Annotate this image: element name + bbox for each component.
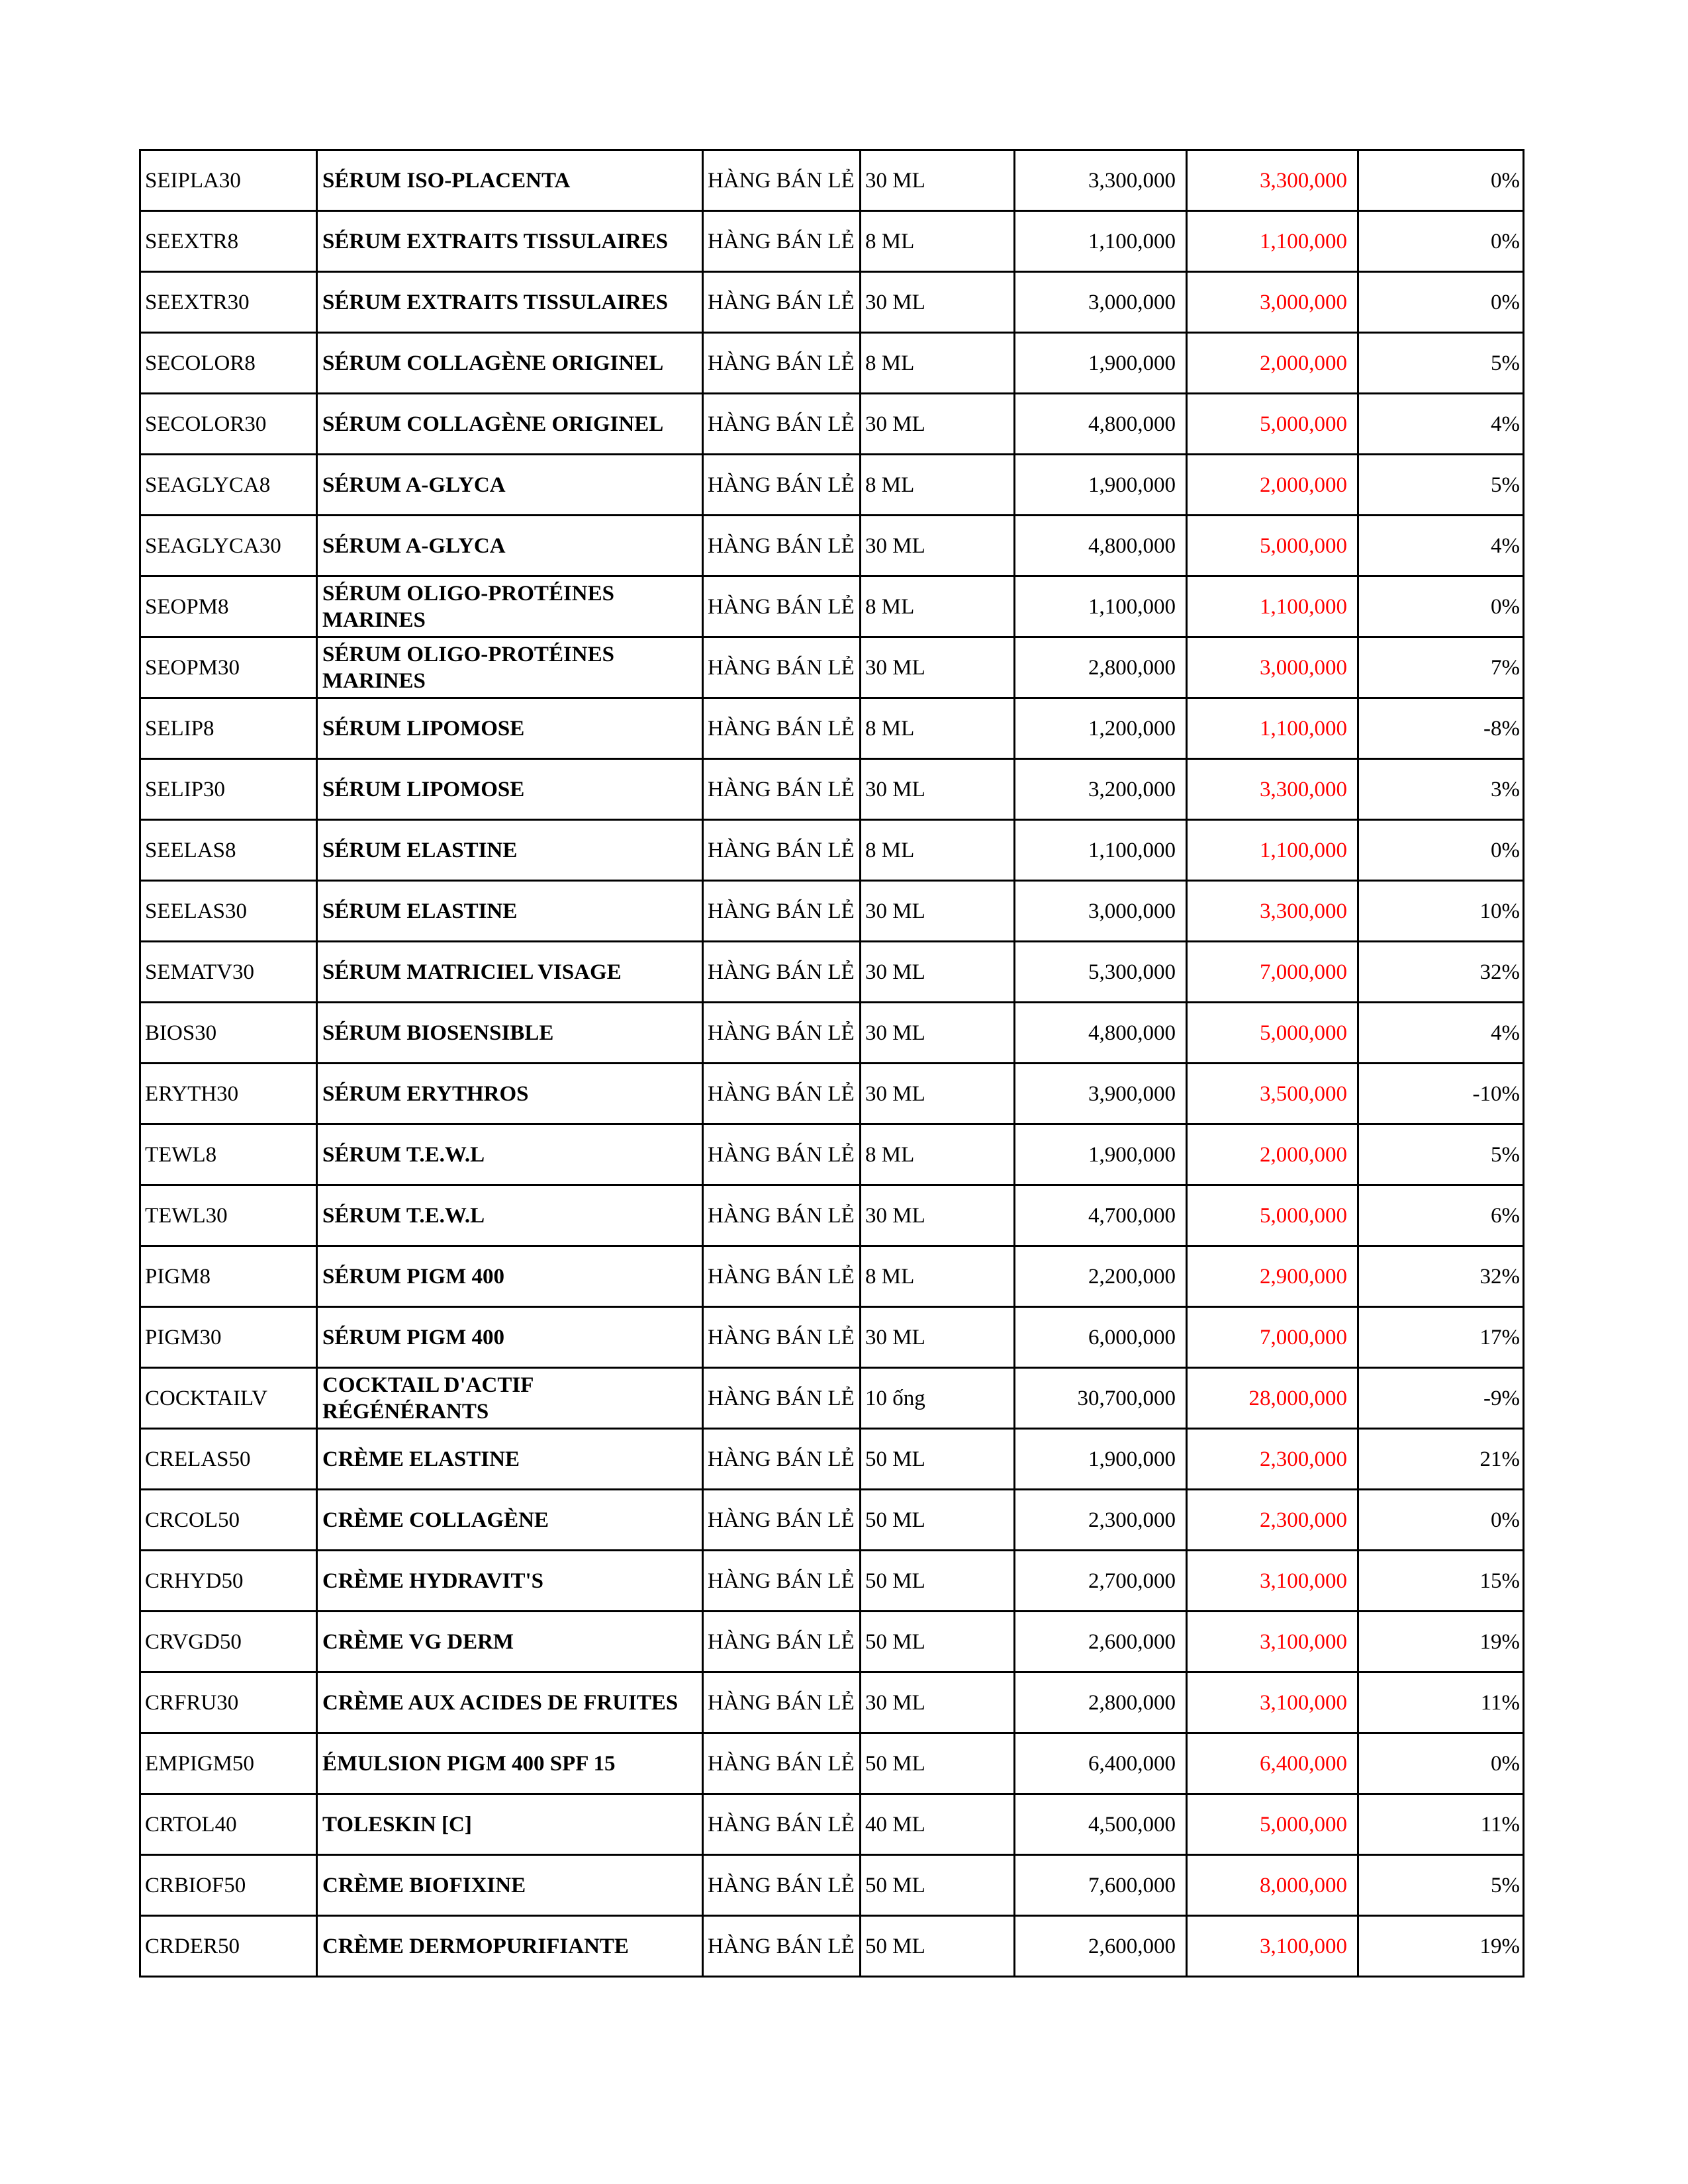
- product-name-cell: SÉRUM MATRICIEL VISAGE: [317, 942, 703, 1003]
- product-name-cell: SÉRUM ELASTINE: [317, 820, 703, 881]
- new-price-cell: 2,300,000: [1187, 1429, 1358, 1490]
- old-price-cell: 3,000,000: [1015, 272, 1187, 333]
- product-code-cell: SEEXTR30: [140, 272, 317, 333]
- old-price-cell: 1,200,000: [1015, 698, 1187, 759]
- old-price-cell: 4,700,000: [1015, 1185, 1187, 1246]
- sale-type-cell: HÀNG BÁN LẺ: [703, 1307, 861, 1368]
- new-price-cell: 3,100,000: [1187, 1916, 1358, 1977]
- new-price-cell: 6,400,000: [1187, 1733, 1358, 1794]
- sale-type-cell: HÀNG BÁN LẺ: [703, 1368, 861, 1429]
- price-change-cell: 0%: [1358, 150, 1524, 211]
- product-code-cell: SECOLOR8: [140, 333, 317, 394]
- price-change-cell: 5%: [1358, 1855, 1524, 1916]
- product-code-cell: SELIP30: [140, 759, 317, 820]
- product-code-cell: TEWL8: [140, 1124, 317, 1185]
- price-change-cell: 4%: [1358, 1003, 1524, 1064]
- table-row: [140, 333, 1524, 394]
- sale-type-cell: HÀNG BÁN LẺ: [703, 333, 861, 394]
- price-change-cell: 17%: [1358, 1307, 1524, 1368]
- product-code-cell: BIOS30: [140, 1003, 317, 1064]
- table-row: [140, 881, 1524, 942]
- product-name-cell: SÉRUM PIGM 400: [317, 1307, 703, 1368]
- table-row: [140, 1551, 1524, 1612]
- new-price-cell: 3,500,000: [1187, 1064, 1358, 1124]
- sale-type-cell: HÀNG BÁN LẺ: [703, 1490, 861, 1551]
- product-name-cell: TOLESKIN [C]: [317, 1794, 703, 1855]
- new-price-cell: 1,100,000: [1187, 211, 1358, 272]
- price-change-cell: 0%: [1358, 272, 1524, 333]
- size-cell: 8 ML: [861, 1124, 1015, 1185]
- table-row: [140, 1124, 1524, 1185]
- new-price-cell: 2,000,000: [1187, 1124, 1358, 1185]
- product-code-cell: SEOPM8: [140, 576, 317, 637]
- sale-type-cell: HÀNG BÁN LẺ: [703, 272, 861, 333]
- price-change-cell: 4%: [1358, 516, 1524, 576]
- table-row: [140, 1612, 1524, 1672]
- product-code-cell: SECOLOR30: [140, 394, 317, 455]
- table-row: [140, 211, 1524, 272]
- price-change-cell: 32%: [1358, 942, 1524, 1003]
- new-price-cell: 1,100,000: [1187, 576, 1358, 637]
- old-price-cell: 1,900,000: [1015, 1429, 1187, 1490]
- price-change-cell: -8%: [1358, 698, 1524, 759]
- sale-type-cell: HÀNG BÁN LẺ: [703, 1003, 861, 1064]
- size-cell: 30 ML: [861, 1672, 1015, 1733]
- sale-type-cell: HÀNG BÁN LẺ: [703, 1246, 861, 1307]
- table-row: [140, 1185, 1524, 1246]
- new-price-cell: 5,000,000: [1187, 1003, 1358, 1064]
- product-code-cell: CRFRU30: [140, 1672, 317, 1733]
- product-name-cell: SÉRUM COLLAGÈNE ORIGINEL: [317, 333, 703, 394]
- table-row: [140, 1672, 1524, 1733]
- product-name-cell: SÉRUM LIPOMOSE: [317, 759, 703, 820]
- old-price-cell: 3,900,000: [1015, 1064, 1187, 1124]
- product-code-cell: CRELAS50: [140, 1429, 317, 1490]
- price-list-table: [139, 149, 1524, 1978]
- sale-type-cell: HÀNG BÁN LẺ: [703, 1672, 861, 1733]
- new-price-cell: 3,000,000: [1187, 637, 1358, 698]
- size-cell: 50 ML: [861, 1551, 1015, 1612]
- sale-type-cell: HÀNG BÁN LẺ: [703, 1794, 861, 1855]
- size-cell: 8 ML: [861, 211, 1015, 272]
- size-cell: 50 ML: [861, 1429, 1015, 1490]
- sale-type-cell: HÀNG BÁN LẺ: [703, 1916, 861, 1977]
- price-change-cell: -10%: [1358, 1064, 1524, 1124]
- product-name-cell: SÉRUM ELASTINE: [317, 881, 703, 942]
- price-change-cell: 0%: [1358, 1490, 1524, 1551]
- size-cell: 8 ML: [861, 698, 1015, 759]
- size-cell: 8 ML: [861, 1246, 1015, 1307]
- price-change-cell: 32%: [1358, 1246, 1524, 1307]
- new-price-cell: 5,000,000: [1187, 394, 1358, 455]
- new-price-cell: 3,300,000: [1187, 150, 1358, 211]
- sale-type-cell: HÀNG BÁN LẺ: [703, 698, 861, 759]
- sale-type-cell: HÀNG BÁN LẺ: [703, 576, 861, 637]
- product-name-cell: CRÈME HYDRAVIT'S: [317, 1551, 703, 1612]
- product-name-cell: CRÈME COLLAGÈNE: [317, 1490, 703, 1551]
- old-price-cell: 2,200,000: [1015, 1246, 1187, 1307]
- old-price-cell: 30,700,000: [1015, 1368, 1187, 1429]
- old-price-cell: 2,700,000: [1015, 1551, 1187, 1612]
- product-code-cell: EMPIGM50: [140, 1733, 317, 1794]
- size-cell: 50 ML: [861, 1612, 1015, 1672]
- product-code-cell: SEELAS8: [140, 820, 317, 881]
- size-cell: 30 ML: [861, 1307, 1015, 1368]
- product-code-cell: SEOPM30: [140, 637, 317, 698]
- product-code-cell: CRDER50: [140, 1916, 317, 1977]
- size-cell: 30 ML: [861, 881, 1015, 942]
- old-price-cell: 1,900,000: [1015, 1124, 1187, 1185]
- size-cell: 30 ML: [861, 759, 1015, 820]
- old-price-cell: 4,800,000: [1015, 1003, 1187, 1064]
- product-code-cell: PIGM30: [140, 1307, 317, 1368]
- price-change-cell: 11%: [1358, 1794, 1524, 1855]
- sale-type-cell: HÀNG BÁN LẺ: [703, 1733, 861, 1794]
- size-cell: 30 ML: [861, 1064, 1015, 1124]
- new-price-cell: 2,000,000: [1187, 455, 1358, 516]
- product-code-cell: COCKTAILV: [140, 1368, 317, 1429]
- table-row: [140, 1855, 1524, 1916]
- old-price-cell: 7,600,000: [1015, 1855, 1187, 1916]
- size-cell: 30 ML: [861, 394, 1015, 455]
- price-change-cell: 3%: [1358, 759, 1524, 820]
- old-price-cell: 2,600,000: [1015, 1916, 1187, 1977]
- product-name-cell: SÉRUM OLIGO-PROTÉINES MARINES: [317, 637, 703, 698]
- price-change-cell: 6%: [1358, 1185, 1524, 1246]
- product-name-cell: CRÈME DERMOPURIFIANTE: [317, 1916, 703, 1977]
- new-price-cell: 3,000,000: [1187, 272, 1358, 333]
- old-price-cell: 4,800,000: [1015, 516, 1187, 576]
- price-change-cell: 0%: [1358, 211, 1524, 272]
- product-name-cell: COCKTAIL D'ACTIF RÉGÉNÉRANTS: [317, 1368, 703, 1429]
- product-code-cell: SEIPLA30: [140, 150, 317, 211]
- price-change-cell: 15%: [1358, 1551, 1524, 1612]
- price-change-cell: 0%: [1358, 576, 1524, 637]
- new-price-cell: 2,000,000: [1187, 333, 1358, 394]
- table-row: [140, 394, 1524, 455]
- old-price-cell: 6,000,000: [1015, 1307, 1187, 1368]
- price-change-cell: 5%: [1358, 455, 1524, 516]
- table-row: [140, 1064, 1524, 1124]
- table-row: [140, 1003, 1524, 1064]
- product-name-cell: SÉRUM ISO-PLACENTA: [317, 150, 703, 211]
- price-change-cell: 7%: [1358, 637, 1524, 698]
- size-cell: 8 ML: [861, 455, 1015, 516]
- price-change-cell: 19%: [1358, 1916, 1524, 1977]
- size-cell: 30 ML: [861, 516, 1015, 576]
- table-row: [140, 637, 1524, 698]
- old-price-cell: 1,100,000: [1015, 820, 1187, 881]
- old-price-cell: 1,900,000: [1015, 333, 1187, 394]
- size-cell: 10 ống: [861, 1368, 1015, 1429]
- table-body: [140, 150, 1524, 1977]
- size-cell: 30 ML: [861, 942, 1015, 1003]
- table-row: [140, 576, 1524, 637]
- price-change-cell: 10%: [1358, 881, 1524, 942]
- table-row: [140, 759, 1524, 820]
- product-name-cell: CRÈME VG DERM: [317, 1612, 703, 1672]
- product-code-cell: CRVGD50: [140, 1612, 317, 1672]
- table-row: [140, 1733, 1524, 1794]
- product-code-cell: PIGM8: [140, 1246, 317, 1307]
- sale-type-cell: HÀNG BÁN LẺ: [703, 1185, 861, 1246]
- sale-type-cell: HÀNG BÁN LẺ: [703, 211, 861, 272]
- old-price-cell: 3,300,000: [1015, 150, 1187, 211]
- new-price-cell: 3,100,000: [1187, 1551, 1358, 1612]
- product-name-cell: SÉRUM EXTRAITS TISSULAIRES: [317, 211, 703, 272]
- size-cell: 8 ML: [861, 820, 1015, 881]
- new-price-cell: 3,100,000: [1187, 1672, 1358, 1733]
- new-price-cell: 2,900,000: [1187, 1246, 1358, 1307]
- new-price-cell: 5,000,000: [1187, 1185, 1358, 1246]
- sale-type-cell: HÀNG BÁN LẺ: [703, 820, 861, 881]
- size-cell: 30 ML: [861, 150, 1015, 211]
- price-change-cell: 0%: [1358, 820, 1524, 881]
- sale-type-cell: HÀNG BÁN LẺ: [703, 759, 861, 820]
- old-price-cell: 2,300,000: [1015, 1490, 1187, 1551]
- table-row: [140, 1307, 1524, 1368]
- old-price-cell: 6,400,000: [1015, 1733, 1187, 1794]
- price-change-cell: 4%: [1358, 394, 1524, 455]
- sale-type-cell: HÀNG BÁN LẺ: [703, 516, 861, 576]
- new-price-cell: 3,300,000: [1187, 881, 1358, 942]
- product-name-cell: SÉRUM OLIGO-PROTÉINES MARINES: [317, 576, 703, 637]
- size-cell: 50 ML: [861, 1733, 1015, 1794]
- size-cell: 50 ML: [861, 1916, 1015, 1977]
- size-cell: 30 ML: [861, 272, 1015, 333]
- sale-type-cell: HÀNG BÁN LẺ: [703, 1855, 861, 1916]
- product-name-cell: SÉRUM BIOSENSIBLE: [317, 1003, 703, 1064]
- sale-type-cell: HÀNG BÁN LẺ: [703, 1612, 861, 1672]
- product-code-cell: TEWL30: [140, 1185, 317, 1246]
- new-price-cell: 3,300,000: [1187, 759, 1358, 820]
- product-name-cell: SÉRUM EXTRAITS TISSULAIRES: [317, 272, 703, 333]
- price-change-cell: 5%: [1358, 333, 1524, 394]
- product-code-cell: SEEXTR8: [140, 211, 317, 272]
- product-name-cell: SÉRUM PIGM 400: [317, 1246, 703, 1307]
- old-price-cell: 2,800,000: [1015, 637, 1187, 698]
- new-price-cell: 1,100,000: [1187, 698, 1358, 759]
- new-price-cell: 2,300,000: [1187, 1490, 1358, 1551]
- size-cell: 8 ML: [861, 333, 1015, 394]
- new-price-cell: 7,000,000: [1187, 1307, 1358, 1368]
- price-change-cell: 21%: [1358, 1429, 1524, 1490]
- product-code-cell: SEELAS30: [140, 881, 317, 942]
- product-name-cell: CRÈME BIOFIXINE: [317, 1855, 703, 1916]
- product-name-cell: CRÈME AUX ACIDES DE FRUITES: [317, 1672, 703, 1733]
- sale-type-cell: HÀNG BÁN LẺ: [703, 1429, 861, 1490]
- table-row: [140, 1246, 1524, 1307]
- new-price-cell: 5,000,000: [1187, 1794, 1358, 1855]
- sale-type-cell: HÀNG BÁN LẺ: [703, 150, 861, 211]
- old-price-cell: 4,800,000: [1015, 394, 1187, 455]
- sale-type-cell: HÀNG BÁN LẺ: [703, 455, 861, 516]
- product-name-cell: ÉMULSION PIGM 400 SPF 15: [317, 1733, 703, 1794]
- product-code-cell: CRCOL50: [140, 1490, 317, 1551]
- price-change-cell: 0%: [1358, 1733, 1524, 1794]
- table-row: [140, 942, 1524, 1003]
- sale-type-cell: HÀNG BÁN LẺ: [703, 1064, 861, 1124]
- table-row: [140, 1794, 1524, 1855]
- size-cell: 30 ML: [861, 1003, 1015, 1064]
- product-code-cell: SELIP8: [140, 698, 317, 759]
- table-row: [140, 150, 1524, 211]
- new-price-cell: 7,000,000: [1187, 942, 1358, 1003]
- table-row: [140, 1490, 1524, 1551]
- table-row: [140, 455, 1524, 516]
- sale-type-cell: HÀNG BÁN LẺ: [703, 1551, 861, 1612]
- table-row: [140, 1916, 1524, 1977]
- table-row: [140, 516, 1524, 576]
- product-name-cell: SÉRUM ERYTHROS: [317, 1064, 703, 1124]
- size-cell: 40 ML: [861, 1794, 1015, 1855]
- new-price-cell: 28,000,000: [1187, 1368, 1358, 1429]
- product-code-cell: CRBIOF50: [140, 1855, 317, 1916]
- size-cell: 8 ML: [861, 576, 1015, 637]
- product-name-cell: SÉRUM LIPOMOSE: [317, 698, 703, 759]
- size-cell: 50 ML: [861, 1855, 1015, 1916]
- old-price-cell: 5,300,000: [1015, 942, 1187, 1003]
- old-price-cell: 4,500,000: [1015, 1794, 1187, 1855]
- price-change-cell: -9%: [1358, 1368, 1524, 1429]
- sale-type-cell: HÀNG BÁN LẺ: [703, 1124, 861, 1185]
- product-name-cell: SÉRUM COLLAGÈNE ORIGINEL: [317, 394, 703, 455]
- new-price-cell: 3,100,000: [1187, 1612, 1358, 1672]
- product-name-cell: SÉRUM T.E.W.L: [317, 1185, 703, 1246]
- size-cell: 30 ML: [861, 637, 1015, 698]
- old-price-cell: 2,800,000: [1015, 1672, 1187, 1733]
- new-price-cell: 5,000,000: [1187, 516, 1358, 576]
- table-row: [140, 272, 1524, 333]
- sale-type-cell: HÀNG BÁN LẺ: [703, 881, 861, 942]
- sale-type-cell: HÀNG BÁN LẺ: [703, 394, 861, 455]
- table-row: [140, 1429, 1524, 1490]
- price-change-cell: 11%: [1358, 1672, 1524, 1733]
- old-price-cell: 3,200,000: [1015, 759, 1187, 820]
- size-cell: 50 ML: [861, 1490, 1015, 1551]
- product-name-cell: SÉRUM A-GLYCA: [317, 516, 703, 576]
- product-code-cell: CRHYD50: [140, 1551, 317, 1612]
- table-row: [140, 1368, 1524, 1429]
- product-code-cell: SEAGLYCA30: [140, 516, 317, 576]
- old-price-cell: 1,900,000: [1015, 455, 1187, 516]
- price-change-cell: 5%: [1358, 1124, 1524, 1185]
- sale-type-cell: HÀNG BÁN LẺ: [703, 942, 861, 1003]
- table-row: [140, 698, 1524, 759]
- product-name-cell: SÉRUM T.E.W.L: [317, 1124, 703, 1185]
- new-price-cell: 1,100,000: [1187, 820, 1358, 881]
- price-change-cell: 19%: [1358, 1612, 1524, 1672]
- new-price-cell: 8,000,000: [1187, 1855, 1358, 1916]
- old-price-cell: 1,100,000: [1015, 576, 1187, 637]
- old-price-cell: 3,000,000: [1015, 881, 1187, 942]
- size-cell: 30 ML: [861, 1185, 1015, 1246]
- product-code-cell: SEMATV30: [140, 942, 317, 1003]
- old-price-cell: 2,600,000: [1015, 1612, 1187, 1672]
- product-code-cell: CRTOL40: [140, 1794, 317, 1855]
- sale-type-cell: HÀNG BÁN LẺ: [703, 637, 861, 698]
- product-name-cell: SÉRUM A-GLYCA: [317, 455, 703, 516]
- old-price-cell: 1,100,000: [1015, 211, 1187, 272]
- product-code-cell: SEAGLYCA8: [140, 455, 317, 516]
- product-code-cell: ERYTH30: [140, 1064, 317, 1124]
- product-name-cell: CRÈME ELASTINE: [317, 1429, 703, 1490]
- table-row: [140, 820, 1524, 881]
